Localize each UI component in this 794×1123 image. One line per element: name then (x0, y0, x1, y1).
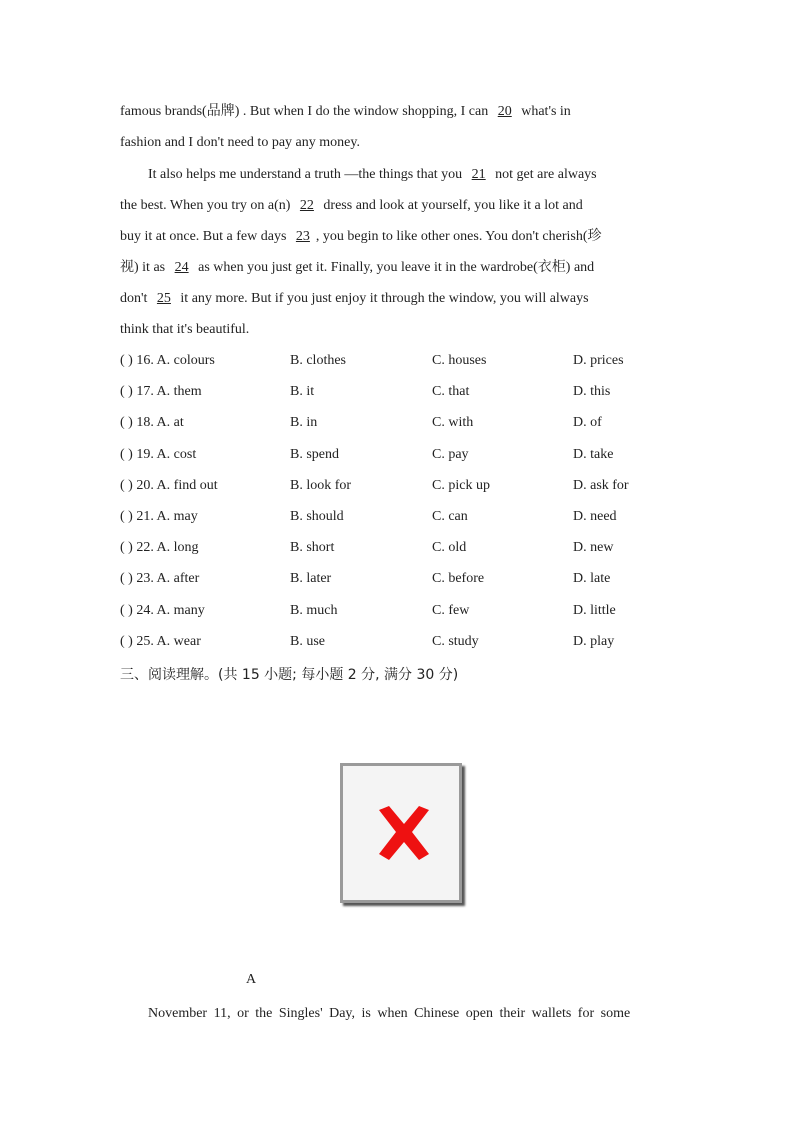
blank-25: 25 (156, 291, 171, 306)
para2-line-5: don't 25 it any more. But if you just enjoy it through the window, you will always (120, 291, 589, 306)
question-25: ( ) 25. A. wear B. use C. study D. play (120, 634, 615, 649)
question-18: ( ) 18. A. at B. in C. with D. of (120, 415, 602, 430)
question-16: ( ) 16. A. colours B. clothes C. houses D. prices (120, 353, 624, 368)
question-17: ( ) 17. A. them B. it C. that D. this (120, 384, 611, 399)
para2-line-4: 视) it as 24 as when you just get it. Finally, you leave it in the wardrobe(衣柜) and (120, 259, 595, 275)
blank-20: 20 (497, 104, 512, 119)
question-23: ( ) 23. A. after B. later C. before D. late (120, 571, 611, 586)
para1-line-1: famous brands(品牌) . But when I do the window shopping, I can 20 what's in (120, 103, 571, 119)
passage-first-line: November 11, or the Singles' Day, is when Chinese open their wallets for some (148, 1006, 631, 1021)
blank-23: 23 (295, 229, 310, 244)
cloze-paragraph-1 (120, 96, 672, 158)
section-title: 三、阅读理解。(共 15 小题; 每小题 2 分, 满分 30 分) (120, 667, 459, 683)
cloze-paragraph-2 (120, 159, 672, 345)
red-x-icon (373, 802, 435, 864)
para2-line-2: the best. When you try on a(n) 22 dress and look at yourself, you like it a lot and (120, 198, 583, 213)
question-24: ( ) 24. A. many B. much C. few D. little (120, 603, 616, 618)
question-20: ( ) 20. A. find out B. look for C. pick up D. ask for (120, 478, 629, 493)
para2-line-3: buy it at once. But a few days 23 , you begin to like other ones. You don't cherish(珍 (120, 228, 602, 244)
question-22: ( ) 22. A. long B. short C. old D. new (120, 540, 614, 555)
para2-line-1: It also helps me understand a truth —the things that you 21 not get are always (148, 167, 597, 182)
blank-24: 24 (174, 260, 189, 275)
passage-label: A (246, 972, 257, 987)
question-19: ( ) 19. A. cost B. spend C. pay D. take (120, 447, 614, 462)
para1-line-2: fashion and I don't need to pay any money. (120, 135, 360, 150)
question-21: ( ) 21. A. may B. should C. can D. need (120, 509, 617, 524)
blank-22: 22 (299, 198, 314, 213)
broken-image-icon (340, 763, 462, 903)
blank-21: 21 (471, 167, 486, 182)
para2-line-6: think that it's beautiful. (120, 322, 250, 337)
